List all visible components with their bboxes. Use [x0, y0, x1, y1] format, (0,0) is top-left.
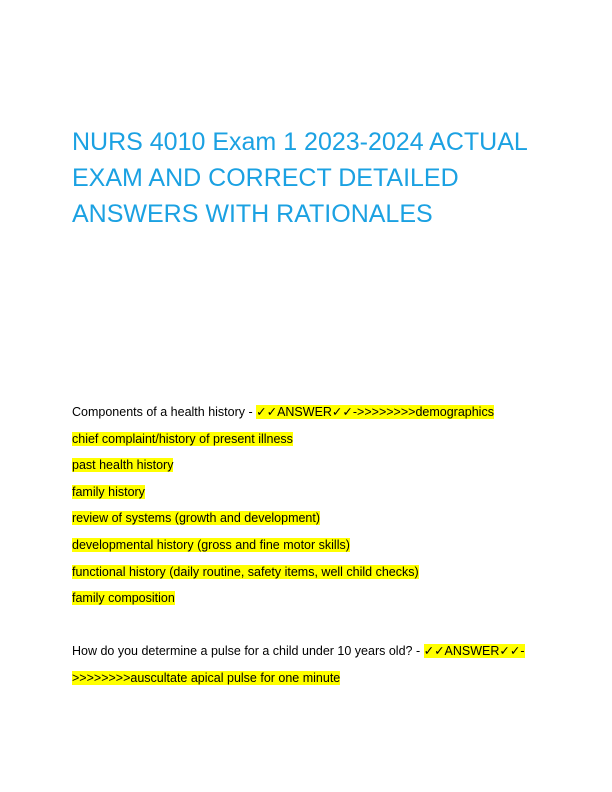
answer-text: family composition — [72, 591, 175, 606]
answer-line — [72, 454, 542, 481]
answer-text: past health history — [72, 458, 174, 473]
answer-text: developmental history (gross and fine motor skills) — [72, 537, 350, 552]
answer-line — [72, 534, 542, 561]
question-line — [72, 401, 542, 428]
answer-text: functional history (daily routine, safety items, well child checks) — [72, 564, 419, 579]
answer-line — [72, 481, 542, 508]
answer-line — [72, 507, 542, 534]
question-block-1 — [72, 401, 542, 614]
answer-line — [72, 669, 542, 696]
document-title: NURS 4010 Exam 1 2023-2024 ACTUAL EXAM AND CORRECT DETAILED ANSWERS WITH RATIONALES — [72, 128, 527, 228]
answer-text: ✓✓ANSWER✓✓->>>>>>>>demographics — [256, 405, 494, 419]
answer-text: >>>>>>>>auscultate apical pulse for one minute — [72, 670, 341, 685]
answer-text: review of systems (growth and development) — [72, 511, 321, 526]
answer-text: ✓✓ANSWER✓✓- — [423, 644, 525, 658]
answer-text: chief complaint/history of present illness — [72, 431, 293, 446]
question-block-2 — [72, 642, 542, 695]
question-text: Components of a health history - — [72, 405, 257, 419]
question-text: How do you determine a pulse for a child under 10 years old? - — [72, 644, 424, 658]
answer-line — [72, 428, 542, 455]
question-line — [72, 642, 542, 669]
answer-line — [72, 587, 542, 614]
answer-line — [72, 561, 542, 588]
answer-text: family history — [72, 484, 145, 499]
